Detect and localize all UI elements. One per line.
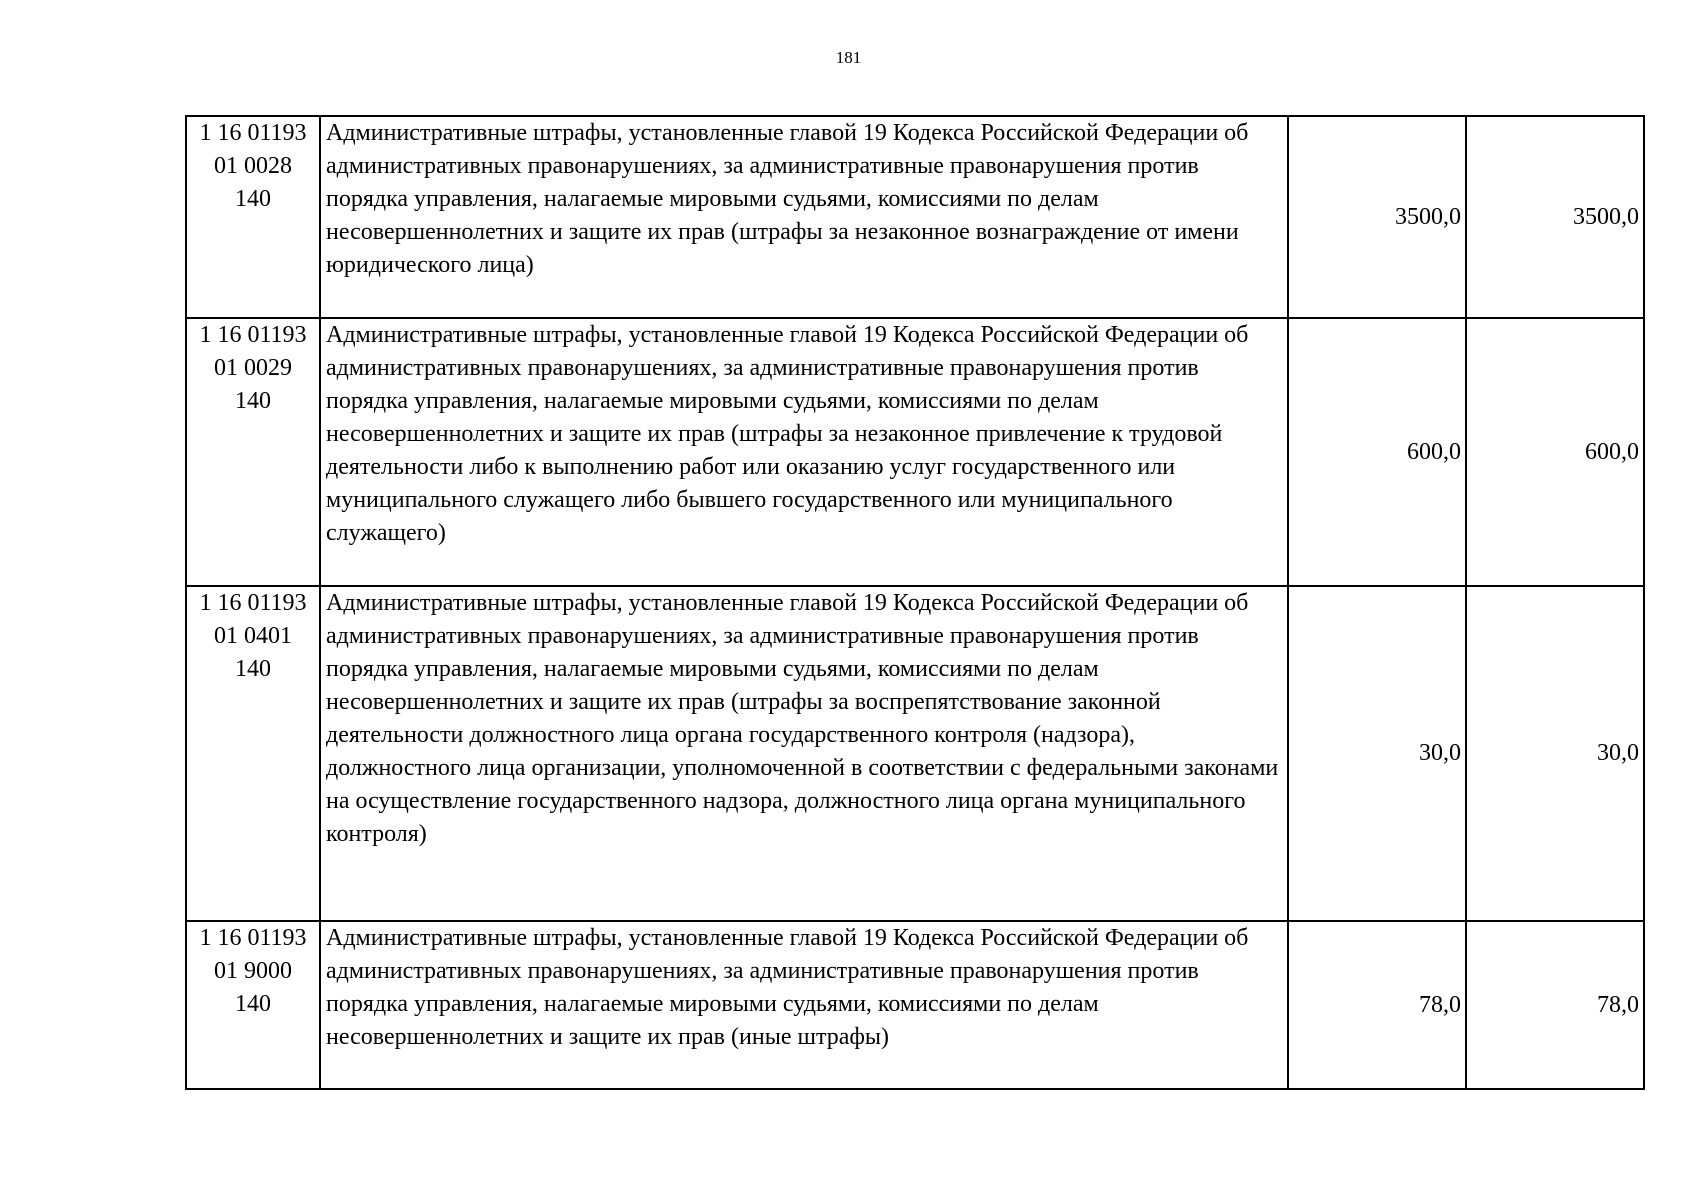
- value-cell-1: 78,0: [1288, 921, 1466, 1089]
- value-cell-2: 600,0: [1466, 318, 1644, 586]
- table-row: [186, 586, 1644, 921]
- description-cell: Административные штрафы, установленные главой 19 Кодекса Российской Федерации об административных правонарушениях, за административные правонарушения против порядка управления, налагаемые мировыми судьями, комиссиями по делам несовершеннолетних и защите их прав (штрафы за незаконное привлечение к трудовой деятельности либо к выполнению работ или оказанию услуг государственного или муниципального служащего либо бывшего государственного или муниципального служащего): [320, 318, 1288, 586]
- description-cell: Административные штрафы, установленные главой 19 Кодекса Российской Федерации об административных правонарушениях, за административные правонарушения против порядка управления, налагаемые мировыми судьями, комиссиями по делам несовершеннолетних и защите их прав (штрафы за незаконное вознаграждение от имени юридического лица): [320, 116, 1288, 318]
- value-cell-1: 3500,0: [1288, 116, 1466, 318]
- description-cell: Административные штрафы, установленные главой 19 Кодекса Российской Федерации об административных правонарушениях, за административные правонарушения против порядка управления, налагаемые мировыми судьями, комиссиями по делам несовершеннолетних и защите их прав (штрафы за воспрепятствование законной деятельности должностного лица органа государственного контроля (надзора), должностного лица организации, уполномоченной в соответствии с федеральными законами на осуществление государственного надзора, должностного лица органа муниципального контроля): [320, 586, 1288, 921]
- value-cell-2: 78,0: [1466, 921, 1644, 1089]
- value-cell-1: 30,0: [1288, 586, 1466, 921]
- page-number: 181: [835, 48, 862, 67]
- table-row: [186, 921, 1644, 1089]
- budget-code-cell: 1 16 01193 01 0401 140: [186, 586, 320, 921]
- budget-code-cell: 1 16 01193 01 0029 140: [186, 318, 320, 586]
- table-row: [186, 318, 1644, 586]
- budget-code-cell: 1 16 01193 01 9000 140: [186, 921, 320, 1089]
- value-cell-1: 600,0: [1288, 318, 1466, 586]
- value-cell-2: 30,0: [1466, 586, 1644, 921]
- budget-table: [185, 115, 1645, 1090]
- value-cell-2: 3500,0: [1466, 116, 1644, 318]
- budget-code-cell: 1 16 01193 01 0028 140: [186, 116, 320, 318]
- table-row: [186, 116, 1644, 318]
- description-cell: Административные штрафы, установленные главой 19 Кодекса Российской Федерации об административных правонарушениях, за административные правонарушения против порядка управления, налагаемые мировыми судьями, комиссиями по делам несовершеннолетних и защите их прав (иные штрафы): [320, 921, 1288, 1089]
